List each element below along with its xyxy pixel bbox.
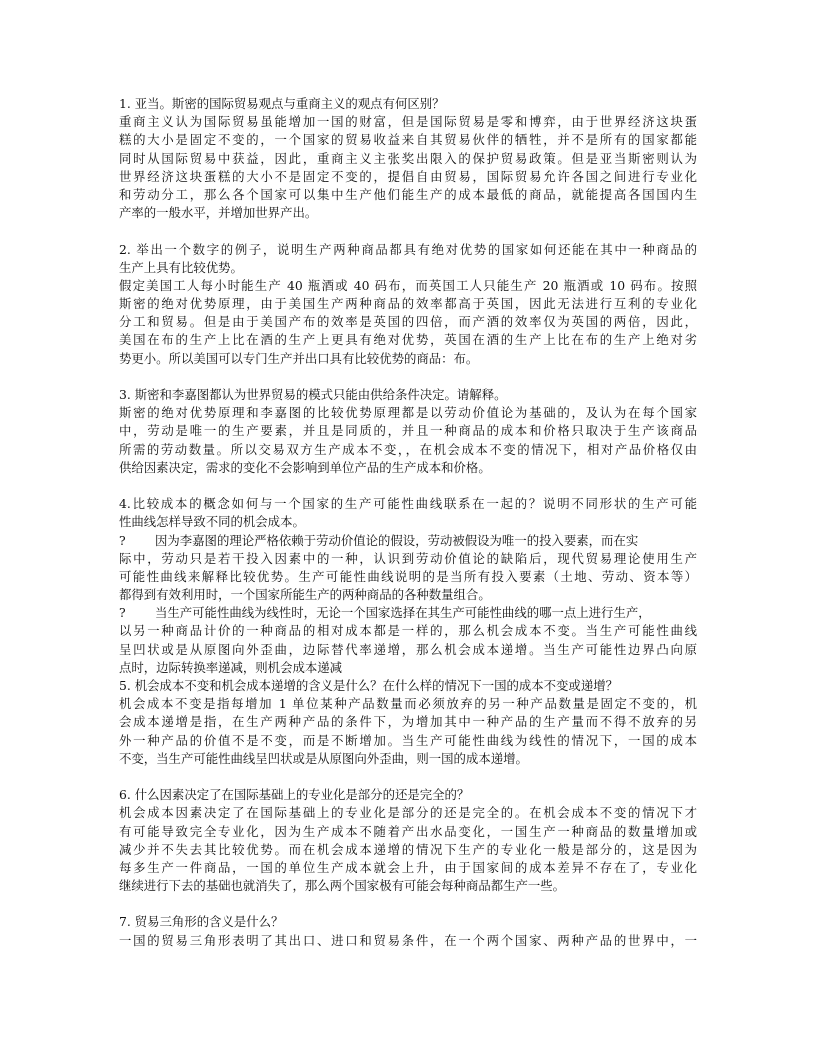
question-1: 1. 亚当。斯密的国际贸易观点与重商主义的观点有何区别？: [119, 96, 445, 111]
answer-line: 机会成本因素决定了在国际基础上的专业化是部分的还是完全的。在机会成本不变的情况下才: [119, 805, 697, 821]
section-2: [119, 241, 697, 368]
answer-line: 斯密的绝对优势原理和李嘉图的比较优势原理都是以劳动价值论为基础的，及认为在每个国家: [119, 405, 697, 421]
question-2: 2. 举出一个数字的例子，说明生产两种商品都具有绝对优势的国家如何还能在其中一种商品的: [119, 241, 697, 257]
answer-line: 点时，边际转换率递减，则机会成本递减: [119, 659, 343, 675]
question-3: 3. 斯密和李嘉图都认为世界贸易的模式只能由供给条件决定。请解释。: [119, 387, 507, 402]
question-4-cont: 性曲线怎样导致不同的机会成本。: [119, 514, 305, 530]
section-1: [119, 95, 697, 222]
question-2-cont: 生产上具有比较优势。: [119, 259, 243, 275]
answer-line: 都得到有效利用时，一个国家所能生产的两种商品的各种数量组合。: [119, 587, 491, 603]
answer-line: 产率的一般水平，并增加世界产出。: [119, 205, 318, 221]
answer-line: 美国在布的生产上比在酒的生产上更具有绝对优势，英国在酒的生产上比在布的生产上绝对劣: [119, 332, 697, 348]
answer-line: 外一种产品的价值不是不变，而是不断增加。当生产可能性曲线为线性的情况下，一国的成本: [119, 732, 697, 748]
paragraph-gap: [119, 768, 697, 786]
answer-line: 每多生产一件商品，一国的单位生产成本就会上升，由于国家间的成本差异不存在了，专业化: [119, 859, 697, 875]
question-7: 7. 贸易三角形的含义是什么？: [119, 914, 284, 930]
answer-line: 糕的大小是固定不变的，一个国家的贸易收益来自其贸易伙伴的牺牲，并不是所有的国家都能: [119, 132, 697, 148]
question-4: 4.比较成本的概念如何与一个国家的生产可能性曲线联系在一起的？说明不同形状的生产可能: [119, 496, 697, 512]
paragraph-gap: [119, 895, 697, 913]
section-4: [119, 495, 697, 677]
answer-line: [119, 532, 697, 550]
answer-line: 和劳动分工，那么各个国家可以集中生产他们能生产的成本最低的商品，就能提高各国国内生: [119, 186, 697, 202]
section-3: [119, 386, 697, 477]
question-5: 5. 机会成本不变和机会成本递增的含义是什么？在什么样的情况下一国的成本不变或递增？: [119, 678, 618, 693]
answer-line: 所需的劳动数量。所以交易双方生产成本不变，，在机会成本不变的情况下，相对产品价格仅由: [119, 441, 697, 457]
answer-line: 会成本递增是指，在生产两种产品的条件下，为增加其中一种产品的生产量而不得不放弃的另: [119, 714, 697, 730]
section-7: [119, 913, 697, 949]
answer-line: 重商主义认为国际贸易虽能增加一国的财富，但是国际贸易是零和博弈，由于世界经济这块蛋: [119, 114, 697, 130]
question-mark-glyph: ?: [119, 532, 126, 548]
answer-line: 际中，劳动只是若干投入因素中的一种，认识到劳动价值论的缺陷后，现代贸易理论使用生产: [119, 550, 697, 566]
answer-line: 同时从国际贸易中获益，因此，重商主义主张奖出限入的保护贸易政策。但是亚当斯密则认为: [119, 150, 697, 166]
answer-line: 中，劳动是唯一的生产要素，并且是同质的，并且一种商品的成本和价格只取决于生产该商品: [119, 423, 697, 439]
answer-line: 继续进行下去的基础也就消失了，那么两个国家极有可能会每种商品都生产一些。: [119, 878, 566, 894]
answer-line: 呈凹状或是从原图向外歪曲，边际替代率递增，那么机会成本递增。当生产可能性边界凸向原: [119, 641, 697, 657]
answer-line: 势更小。所以美国可以专门生产并出口具有比较优势的商品：布。: [119, 350, 479, 366]
section-6: [119, 786, 697, 895]
answer-line: 有可能导致完全专业化，因为生产成本不随着产出水品变化，一国生产一种商品的数量增加或: [119, 823, 697, 839]
answer-line: 一国的贸易三角形表明了其出口、进口和贸易条件，在一个两个国家、两种产品的世界中，一: [119, 932, 697, 948]
paragraph-gap: [119, 222, 697, 240]
question-6: 6. 什么因素决定了在国际基础上的专业化是部分的还是完全的？: [119, 787, 470, 803]
answer-text: 当生产可能性曲线为线性时，无论一个国家选择在其生产可能性曲线的哪一点上进行生产，: [155, 605, 651, 621]
answer-line: 供给因素决定，需求的变化不会影响到单位产品的生产成本和价格。: [119, 459, 491, 475]
paragraph-gap: [119, 477, 697, 495]
answer-line: [119, 604, 697, 622]
question-mark-glyph: ?: [119, 605, 126, 621]
answer-line: 假定美国工人每小时能生产 40 瓶酒或 40 码布，而英国工人只能生产 20 瓶酒或 10 码布。按照: [119, 277, 697, 293]
section-5: [119, 677, 697, 768]
answer-line: 世界经济这块蛋糕的大小不是固定不变的，提倡自由贸易，国际贸易允许各国之间进行专业化: [119, 168, 697, 184]
answer-line: 可能性曲线来解释比较优势。生产可能性曲线说明的是当所有投入要素（土地、劳动、资本等）: [119, 568, 697, 584]
answer-text: 因为李嘉图的理论严格依赖于劳动价值论的假设，劳动被假设为唯一的投入要素，而在实: [155, 532, 639, 548]
paragraph-gap: [119, 368, 697, 386]
document-page: [119, 95, 697, 950]
answer-line: 不变，当生产可能性曲线呈凹状或是从原图向外歪曲，则一国的成本递增。: [119, 750, 528, 766]
answer-line: 机会成本不变是指每增加 1 单位某种产品数量而必须放弃的另一种产品数量是固定不变的，机: [119, 696, 697, 712]
answer-line: 分工和贸易。但是由于美国产布的效率是英国的四倍，而产酒的效率仅为英国的两倍，因此，: [119, 314, 697, 330]
answer-line: 以另一种商品计价的一种商品的相对成本都是一样的，那么机会成本不变。当生产可能性曲线: [119, 623, 697, 639]
answer-line: 减少并不失去其比较优势。而在机会成本递增的情况下生产的专业化一般是部分的，这是因为: [119, 841, 697, 857]
answer-line: 斯密的绝对优势原理，由于美国生产两种商品的效率都高于英国，因此无法进行互利的专业化: [119, 296, 697, 312]
